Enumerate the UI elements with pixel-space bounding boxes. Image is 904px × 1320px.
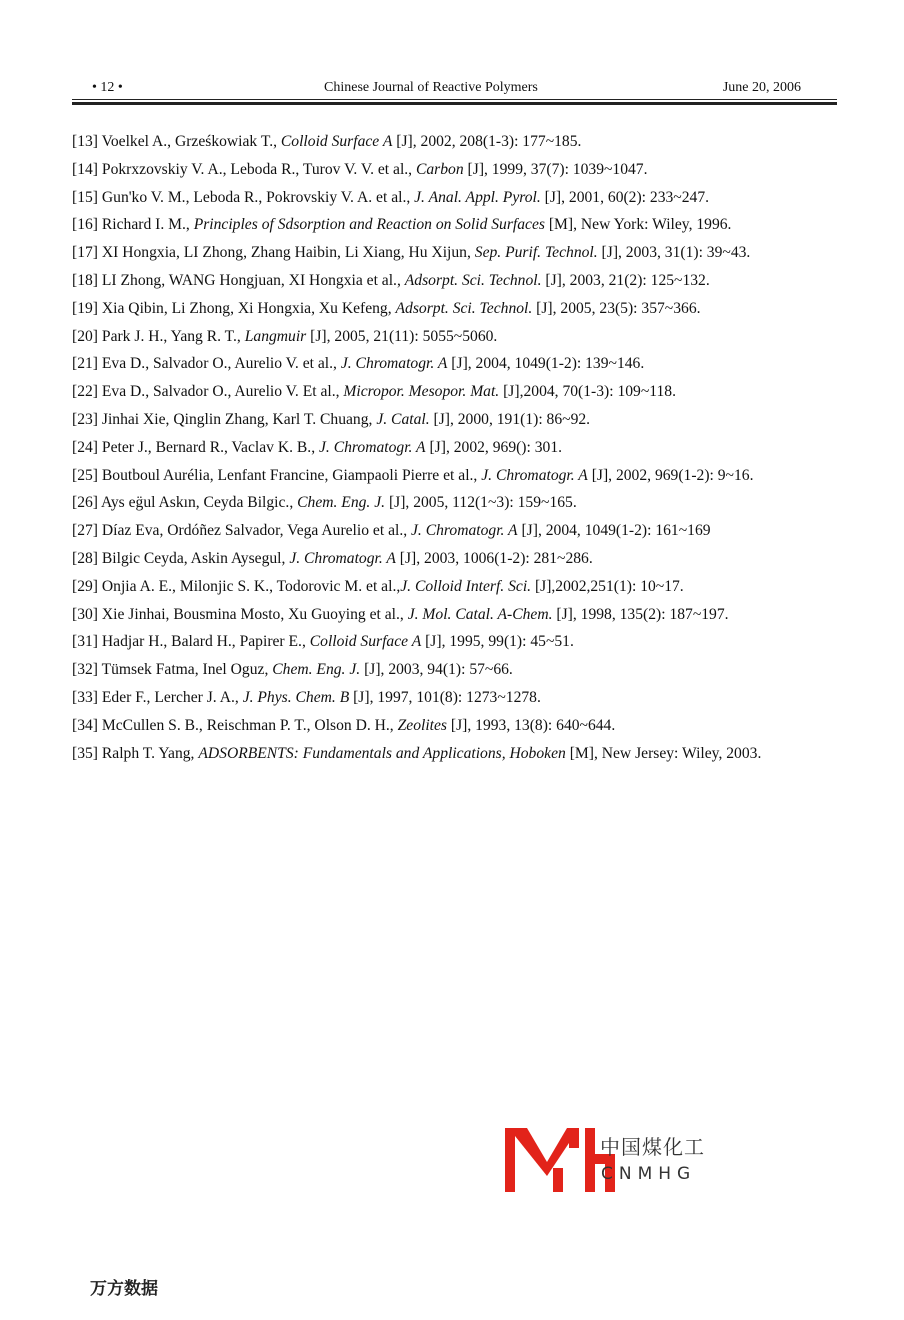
- reference-details: [J],2002,251(1): 10~17.: [531, 577, 684, 595]
- reference-authors: LI Zhong, WANG Hongjuan, XI Hongxia et al.,: [101, 271, 405, 289]
- reference-source: Colloid Surface A: [309, 633, 422, 651]
- reference-source: Chem. Eng. J.: [297, 494, 386, 512]
- reference-item: [72, 489, 834, 517]
- reference-details: [M], New York: Wiley, 1996.: [544, 216, 732, 234]
- reference-label: [18]: [72, 271, 98, 289]
- reference-label: [28]: [72, 549, 98, 567]
- reference-source: J. Phys. Chem. B: [242, 688, 350, 706]
- reference-source: Micropor. Mesopor. Mat.: [343, 383, 500, 401]
- reference-authors: Eder F., Lercher J. A.,: [101, 688, 243, 706]
- reference-label: [21]: [72, 355, 98, 373]
- reference-label: [16]: [72, 216, 98, 234]
- issue-date: June 20, 2006: [722, 80, 801, 95]
- reference-details: [J], 2002, 208(1-3): 177~185.: [392, 133, 582, 150]
- reference-item: [72, 267, 834, 295]
- reference-label: [15]: [72, 188, 98, 206]
- reference-authors: Eva D., Salvador O., Aurelio V. et al.,: [101, 355, 341, 373]
- reference-details: [J],2004, 70(1-3): 109~118.: [499, 383, 676, 401]
- reference-source: J. Chromatogr. A: [319, 438, 426, 456]
- reference-source: J. Chromatogr. A: [340, 355, 448, 373]
- reference-label: [22]: [72, 383, 98, 401]
- reference-label: [31]: [72, 633, 98, 651]
- reference-item: [72, 323, 834, 351]
- reference-authors: Boutboul Aurélia, Lenfant Francine, Giampaoli Pierre et al.,: [101, 466, 482, 484]
- reference-source: J. Chromatogr. A: [411, 522, 518, 540]
- reference-authors: Richard I. M.,: [101, 216, 194, 234]
- reference-label: [17]: [72, 244, 98, 262]
- reference-details: [J], 1997, 101(8): 1273~1278.: [349, 688, 541, 706]
- reference-details: [J], 1999, 37(7): 1039~1047.: [463, 160, 648, 178]
- reference-label: [24]: [72, 438, 98, 456]
- reference-list: [72, 128, 834, 767]
- reference-label: [20]: [72, 327, 98, 345]
- reference-details: [J], 1993, 13(8): 640~644.: [447, 716, 616, 734]
- reference-item: [72, 656, 834, 684]
- reference-authors: Hadjar H., Balard H., Papirer E.,: [101, 633, 310, 651]
- reference-details: [J], 2000, 191(1): 86~92.: [429, 410, 591, 428]
- reference-authors: Xie Jinhai, Bousmina Mosto, Xu Guoying et al.,: [101, 605, 408, 623]
- reference-details: [J], 2004, 1049(1-2): 161~169: [517, 522, 711, 540]
- reference-details: [M], New Jersey: Wiley, 2003.: [565, 744, 762, 762]
- reference-source: Langmuir: [244, 327, 307, 345]
- reference-source: Sep. Purif. Technol.: [474, 244, 598, 262]
- reference-authors: Park J. H., Yang R. T.,: [101, 327, 245, 345]
- reference-source: J. Anal. Appl. Pyrol.: [414, 188, 541, 206]
- reference-authors: Voelkel A., Grześkowiak T.,: [101, 133, 281, 150]
- reference-source: Adsorpt. Sci. Technol.: [404, 271, 542, 289]
- reference-authors: McCullen S. B., Reischman P. T., Olson D. H.,: [101, 716, 398, 734]
- reference-details: [J], 2005, 23(5): 357~366.: [532, 299, 701, 317]
- reference-label: [32]: [72, 661, 98, 679]
- reference-authors: Xia Qibin, Li Zhong, Xi Hongxia, Xu Kefeng,: [101, 299, 396, 317]
- reference-details: [J], 2001, 60(2): 233~247.: [540, 188, 710, 206]
- reference-authors: Tümsek Fatma, Inel Oguz,: [101, 661, 273, 679]
- logo-name-cn: 中国煤化工: [600, 1135, 705, 1159]
- reference-item: [72, 378, 834, 406]
- reference-details: [J], 2005, 112(1~3): 159~165.: [385, 494, 577, 512]
- reference-authors: Gun'ko V. M., Leboda R., Pokrovskiy V. A. et al.,: [101, 188, 415, 206]
- reference-source: J. Chromatogr. A: [289, 549, 396, 567]
- reference-label: [26]: [72, 494, 98, 512]
- reference-details: [J], 2005, 21(11): 5055~5060.: [306, 327, 498, 345]
- reference-details: [J], 2002, 969(1-2): 9~16.: [587, 466, 754, 484]
- reference-item: [72, 406, 834, 434]
- reference-authors: Jinhai Xie, Qinglin Zhang, Karl T. Chuang,: [101, 410, 377, 428]
- reference-item: [72, 545, 834, 573]
- reference-details: [J], 2002, 969(): 301.: [425, 438, 563, 456]
- reference-authors: Eva D., Salvador O., Aurelio V. Et al.,: [101, 383, 344, 401]
- reference-authors: XI Hongxia, LI Zhong, Zhang Haibin, Li Xiang, Hu Xijun,: [101, 244, 475, 262]
- reference-item: [72, 184, 834, 212]
- source-watermark: 万方数据: [90, 1279, 158, 1299]
- logo-name-en: CNMHG: [601, 1164, 697, 1184]
- reference-details: [J], 1995, 99(1): 45~51.: [421, 633, 574, 651]
- reference-item: [72, 740, 834, 768]
- reference-authors: Onjia A. E., Milonjic S. K., Todorovic M. et al.,: [101, 577, 401, 595]
- reference-item: [72, 517, 834, 545]
- reference-source: Adsorpt. Sci. Technol.: [395, 299, 533, 317]
- reference-authors: Pokrxzovskiy V. A., Leboda R., Turov V. V. et al.,: [101, 160, 416, 178]
- reference-label: [34]: [72, 716, 98, 734]
- reference-label: [29]: [72, 577, 98, 595]
- reference-source: J. Mol. Catal. A-Chem.: [407, 605, 553, 623]
- page-number: • 12 •: [92, 80, 123, 95]
- reference-item: [72, 295, 834, 323]
- reference-item: [72, 434, 834, 462]
- header-rule-thin: [72, 99, 837, 100]
- reference-source: Carbon: [415, 160, 464, 178]
- reference-label: [23]: [72, 410, 98, 428]
- reference-source: Colloid Surface A: [280, 133, 393, 150]
- reference-authors: Peter J., Bernard R., Vaclav K. B.,: [101, 438, 320, 456]
- reference-item: [72, 350, 834, 378]
- reference-source: Chem. Eng. J.: [272, 661, 361, 679]
- reference-label: [25]: [72, 466, 98, 484]
- reference-label: [14]: [72, 160, 98, 178]
- reference-label: [33]: [72, 688, 98, 706]
- reference-authors: Díaz Eva, Ordóñez Salvador, Vega Aurelio et al.,: [101, 522, 412, 540]
- reference-label: [27]: [72, 522, 98, 540]
- journal-title: Chinese Journal of Reactive Polymers: [324, 80, 538, 95]
- reference-item: [72, 628, 834, 656]
- reference-source: J. Catal.: [376, 410, 430, 428]
- reference-item: [72, 156, 834, 184]
- reference-source: Zeolites: [397, 716, 447, 734]
- reference-details: [J], 1998, 135(2): 187~197.: [552, 605, 729, 623]
- reference-source: J. Chromatogr. A: [481, 466, 588, 484]
- reference-item: [72, 239, 834, 267]
- reference-details: [J], 2003, 31(1): 39~43.: [597, 244, 751, 262]
- reference-item: [72, 128, 834, 156]
- reference-source: ADSORBENTS: Fundamentals and Applications, Hoboken: [198, 744, 566, 762]
- running-header: [72, 80, 837, 98]
- reference-source: J. Colloid Interf. Sci.: [400, 577, 532, 595]
- reference-item: [72, 211, 834, 239]
- reference-label: [35]: [72, 744, 98, 762]
- reference-label: [30]: [72, 605, 98, 623]
- reference-source: Principles of Sdsorption and Reaction on Solid Surfaces: [193, 216, 545, 234]
- reference-item: [72, 573, 834, 601]
- reference-item: [72, 462, 834, 490]
- reference-details: [J], 2003, 21(2): 125~132.: [541, 271, 710, 289]
- reference-label: [13]: [72, 133, 98, 150]
- reference-item: [72, 684, 834, 712]
- reference-authors: Bilgic Ceyda, Askin Aysegul,: [101, 549, 290, 567]
- reference-authors: Ays eg̈ul Askın, Ceyda Bilgic.,: [101, 494, 298, 512]
- reference-details: [J], 2003, 1006(1-2): 281~286.: [395, 549, 593, 567]
- header-rule-thick: [72, 102, 837, 105]
- reference-details: [J], 2003, 94(1): 57~66.: [360, 661, 513, 679]
- reference-label: [19]: [72, 299, 98, 317]
- reference-item: [72, 601, 834, 629]
- reference-details: [J], 2004, 1049(1-2): 139~146.: [447, 355, 645, 373]
- reference-authors: Ralph T. Yang,: [101, 744, 199, 762]
- reference-item: [72, 712, 834, 740]
